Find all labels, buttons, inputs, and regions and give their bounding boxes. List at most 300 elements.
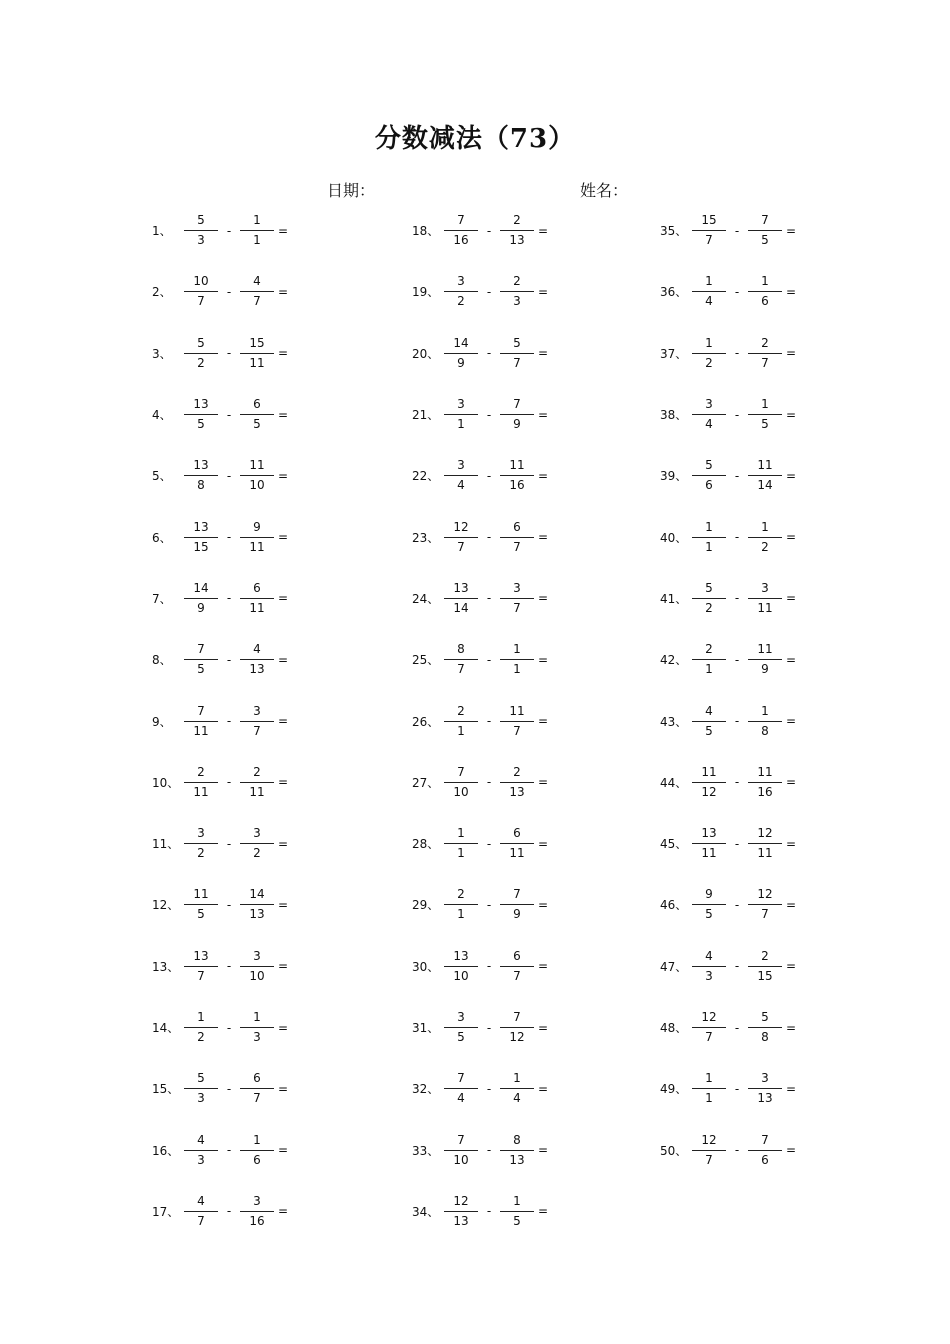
problem-number: 2、 <box>152 285 172 300</box>
problem-item <box>660 568 860 629</box>
problem-item <box>412 323 612 384</box>
equals-sign: = <box>537 407 549 422</box>
subtrahend-fraction <box>500 1133 534 1168</box>
numerator: 1 <box>197 1010 205 1024</box>
minuend-fraction <box>184 887 218 922</box>
problem-number: 33、 <box>412 1143 440 1158</box>
denominator: 1 <box>513 662 521 677</box>
subtrahend-fraction <box>748 520 782 555</box>
name-label: 姓名： <box>580 181 629 200</box>
fraction-bar <box>500 1150 534 1151</box>
fraction-bar <box>240 291 274 292</box>
problem-item <box>152 1181 352 1242</box>
minus-sign: - <box>226 1020 232 1035</box>
numerator: 11 <box>509 703 525 718</box>
numerator: 3 <box>253 703 261 718</box>
fraction-bar <box>500 475 534 476</box>
problem-number: 16、 <box>152 1143 180 1158</box>
numerator: 12 <box>701 1010 717 1024</box>
fraction-bar <box>184 475 218 476</box>
equals-sign: = <box>537 836 549 851</box>
numerator: 5 <box>197 335 205 350</box>
subtrahend-fraction <box>748 274 782 309</box>
problem-number: 18、 <box>412 224 440 239</box>
minuend-fraction <box>692 826 726 861</box>
minuend-fraction <box>184 1071 218 1106</box>
subtrahend-fraction <box>240 274 274 309</box>
denominator: 3 <box>197 233 205 248</box>
fraction-bar <box>444 1211 478 1212</box>
denominator: 10 <box>453 784 469 799</box>
fraction-bar <box>184 353 218 354</box>
minuend-fraction <box>184 520 218 555</box>
problem-item <box>660 874 860 935</box>
denominator: 5 <box>705 723 713 738</box>
subtrahend-fraction <box>500 581 534 616</box>
numerator: 3 <box>457 274 465 289</box>
minuend-fraction <box>184 274 218 309</box>
denominator: 16 <box>249 1213 265 1228</box>
numerator: 4 <box>253 274 261 289</box>
numerator: 3 <box>253 1193 261 1208</box>
subtrahend-fraction <box>748 397 782 432</box>
problem-number: 8、 <box>152 653 172 668</box>
denominator: 2 <box>197 355 205 370</box>
denominator: 11 <box>701 846 717 861</box>
problem-item <box>412 752 612 813</box>
denominator: 9 <box>197 600 205 615</box>
problem-item <box>152 261 352 322</box>
equals-sign: = <box>785 407 797 422</box>
problem-item <box>660 690 860 751</box>
problem-number: 32、 <box>412 1082 440 1097</box>
problem-item <box>660 1058 860 1119</box>
numerator: 6 <box>513 826 521 841</box>
fraction-bar <box>184 782 218 783</box>
minuend-fraction <box>692 581 726 616</box>
fraction-bar <box>500 291 534 292</box>
problem-item <box>152 629 352 690</box>
fraction-bar <box>692 659 726 660</box>
fraction-bar <box>184 904 218 905</box>
subtrahend-fraction <box>500 826 534 861</box>
minuend-fraction <box>692 1133 726 1168</box>
problem-number: 42、 <box>660 653 688 668</box>
subtrahend-fraction <box>500 1071 534 1106</box>
fraction-bar <box>240 230 274 231</box>
subtrahend-fraction <box>748 887 782 922</box>
denominator: 5 <box>705 907 713 922</box>
fraction-bar <box>692 1088 726 1089</box>
equals-sign: = <box>537 346 549 361</box>
problem-item <box>412 997 612 1058</box>
fraction-bar <box>444 230 478 231</box>
equals-sign: = <box>277 1020 289 1035</box>
problem-item <box>412 200 612 261</box>
problem-number: 39、 <box>660 469 688 484</box>
numerator: 13 <box>453 580 469 595</box>
subtrahend-fraction <box>500 274 534 309</box>
problem-number: 15、 <box>152 1082 180 1097</box>
fraction-bar <box>692 291 726 292</box>
minus-sign: - <box>734 836 740 851</box>
problem-number: 25、 <box>412 653 440 668</box>
numerator: 2 <box>457 887 465 902</box>
problem-item <box>152 568 352 629</box>
numerator: 14 <box>249 887 265 902</box>
fraction-bar <box>184 537 218 538</box>
minuend-fraction <box>692 274 726 309</box>
fraction-bar <box>748 1027 782 1028</box>
problem-item <box>660 200 860 261</box>
numerator: 13 <box>193 519 209 534</box>
problem-item <box>412 506 612 567</box>
problem-number: 37、 <box>660 346 688 361</box>
denominator: 7 <box>197 1213 205 1228</box>
problem-number: 46、 <box>660 898 688 913</box>
minus-sign: - <box>486 1143 492 1158</box>
denominator: 7 <box>705 1152 713 1167</box>
fraction-bar <box>240 966 274 967</box>
minus-sign: - <box>226 836 232 851</box>
minuend-fraction <box>184 1010 218 1045</box>
fraction-bar <box>692 353 726 354</box>
denominator: 14 <box>453 600 469 615</box>
problem-item <box>660 506 860 567</box>
numerator: 1 <box>513 1071 521 1086</box>
equals-sign: = <box>785 1020 797 1035</box>
problem-number: 47、 <box>660 959 688 974</box>
minus-sign: - <box>486 836 492 851</box>
denominator: 7 <box>513 723 521 738</box>
problem-item <box>412 445 612 506</box>
denominator: 5 <box>761 417 769 432</box>
problem-number: 41、 <box>660 591 688 606</box>
problem-number: 24、 <box>412 591 440 606</box>
fraction-bar <box>444 966 478 967</box>
subtrahend-fraction <box>500 336 534 371</box>
minus-sign: - <box>486 714 492 729</box>
minus-sign: - <box>734 1020 740 1035</box>
numerator: 4 <box>705 703 713 718</box>
problem-number: 13、 <box>152 959 180 974</box>
subtrahend-fraction <box>748 949 782 984</box>
minuend-fraction <box>444 274 478 309</box>
denominator: 14 <box>757 478 773 493</box>
problem-item <box>412 568 612 629</box>
minus-sign: - <box>226 223 232 238</box>
subtrahend-fraction <box>748 458 782 493</box>
numerator: 1 <box>761 397 769 412</box>
numerator: 3 <box>253 826 261 841</box>
numerator: 13 <box>193 458 209 473</box>
denominator: 4 <box>513 1091 521 1106</box>
minus-sign: - <box>734 468 740 483</box>
problem-number: 10、 <box>152 775 180 790</box>
minus-sign: - <box>486 652 492 667</box>
numerator: 7 <box>513 397 521 412</box>
denominator: 12 <box>701 784 717 799</box>
problem-item <box>152 997 352 1058</box>
subtrahend-fraction <box>500 397 534 432</box>
problem-number: 30、 <box>412 959 440 974</box>
denominator: 2 <box>705 600 713 615</box>
page-title: 分数减法（73） <box>374 124 576 154</box>
numerator: 6 <box>513 519 521 534</box>
denominator: 9 <box>761 662 769 677</box>
subtrahend-fraction <box>240 336 274 371</box>
denominator: 2 <box>197 1030 205 1044</box>
minuend-fraction <box>692 887 726 922</box>
denominator: 2 <box>761 539 769 554</box>
subtrahend-fraction <box>748 581 782 616</box>
fraction-bar <box>240 1150 274 1151</box>
subtrahend-fraction <box>500 765 534 800</box>
minus-sign: - <box>734 1143 740 1158</box>
problem-number: 19、 <box>412 285 440 300</box>
problem-item <box>412 384 612 445</box>
numerator: 7 <box>457 1132 465 1147</box>
minus-sign: - <box>734 959 740 974</box>
denominator: 11 <box>193 784 209 799</box>
fraction-bar <box>692 966 726 967</box>
equals-sign: = <box>537 530 549 545</box>
fraction-bar <box>444 291 478 292</box>
problem-item <box>660 629 860 690</box>
minuend-fraction <box>444 458 478 493</box>
denominator: 5 <box>457 1030 465 1044</box>
minus-sign: - <box>486 897 492 912</box>
problem-number: 4、 <box>152 408 172 423</box>
fraction-bar <box>692 782 726 783</box>
minus-sign: - <box>226 652 232 667</box>
problem-number: 43、 <box>660 714 688 729</box>
problem-number: 28、 <box>412 837 440 852</box>
denominator: 1 <box>457 907 465 922</box>
equals-sign: = <box>277 407 289 422</box>
fraction-bar <box>748 598 782 599</box>
fraction-bar <box>748 291 782 292</box>
numerator: 4 <box>197 1193 205 1208</box>
denominator: 1 <box>457 723 465 738</box>
numerator: 4 <box>253 642 261 657</box>
denominator: 1 <box>253 233 261 248</box>
minuend-fraction <box>692 642 726 677</box>
minuend-fraction <box>692 520 726 555</box>
denominator: 5 <box>197 417 205 432</box>
minus-sign: - <box>486 468 492 483</box>
equals-sign: = <box>277 1143 289 1158</box>
problem-item <box>660 445 860 506</box>
problem-number: 22、 <box>412 469 440 484</box>
problem-number: 9、 <box>152 714 172 729</box>
fraction-bar <box>748 659 782 660</box>
fraction-bar <box>500 1211 534 1212</box>
numerator: 1 <box>761 274 769 289</box>
subtrahend-fraction <box>500 949 534 984</box>
fraction-bar <box>184 1088 218 1089</box>
minuend-fraction <box>444 581 478 616</box>
fraction-bar <box>748 721 782 722</box>
minuend-fraction <box>184 1194 218 1229</box>
fraction-bar <box>500 230 534 231</box>
equals-sign: = <box>277 959 289 974</box>
problem-number: 12、 <box>152 898 180 913</box>
minus-sign: - <box>734 346 740 361</box>
minuend-fraction <box>692 1010 726 1045</box>
numerator: 6 <box>253 397 261 412</box>
numerator: 3 <box>253 948 261 963</box>
problem-number: 49、 <box>660 1082 688 1097</box>
denominator: 7 <box>197 294 205 309</box>
subtrahend-fraction <box>500 458 534 493</box>
denominator: 3 <box>197 1091 205 1106</box>
numerator: 14 <box>453 335 469 350</box>
problem-column-3 <box>660 200 860 1181</box>
numerator: 15 <box>701 213 717 228</box>
equals-sign: = <box>785 530 797 545</box>
fraction-bar <box>500 782 534 783</box>
equals-sign: = <box>537 959 549 974</box>
fraction-bar <box>500 537 534 538</box>
fraction-bar <box>240 353 274 354</box>
problem-number: 45、 <box>660 837 688 852</box>
fraction-bar <box>444 414 478 415</box>
denominator: 2 <box>253 846 261 861</box>
equals-sign: = <box>277 530 289 545</box>
equals-sign: = <box>277 652 289 667</box>
minuend-fraction <box>692 213 726 248</box>
fraction-bar <box>240 537 274 538</box>
fraction-bar <box>500 721 534 722</box>
minuend-fraction <box>692 458 726 493</box>
denominator: 5 <box>513 1213 521 1228</box>
denominator: 11 <box>193 723 209 738</box>
denominator: 5 <box>761 233 769 248</box>
problem-item <box>660 813 860 874</box>
minuend-fraction <box>444 765 478 800</box>
denominator: 11 <box>249 355 265 370</box>
numerator: 7 <box>761 1132 769 1147</box>
equals-sign: = <box>277 714 289 729</box>
numerator: 9 <box>253 519 261 534</box>
fraction-bar <box>748 843 782 844</box>
denominator: 6 <box>761 1152 769 1167</box>
numerator: 3 <box>457 1010 465 1024</box>
problem-column-2 <box>412 200 612 1242</box>
problem-item <box>152 1119 352 1180</box>
numerator: 1 <box>761 703 769 718</box>
numerator: 1 <box>253 1132 261 1147</box>
minuend-fraction <box>184 1133 218 1168</box>
minus-sign: - <box>734 714 740 729</box>
numerator: 2 <box>513 764 521 779</box>
fraction-bar <box>692 904 726 905</box>
subtrahend-fraction <box>240 765 274 800</box>
equals-sign: = <box>785 223 797 238</box>
minus-sign: - <box>226 1143 232 1158</box>
fraction-bar <box>748 230 782 231</box>
fraction-bar <box>240 904 274 905</box>
minus-sign: - <box>486 1204 492 1219</box>
fraction-bar <box>240 659 274 660</box>
minuend-fraction <box>444 397 478 432</box>
problem-item <box>412 261 612 322</box>
equals-sign: = <box>785 346 797 361</box>
numerator: 4 <box>705 948 713 963</box>
minuend-fraction <box>444 949 478 984</box>
minus-sign: - <box>734 1081 740 1096</box>
numerator: 7 <box>513 1010 521 1024</box>
fraction-bar <box>184 843 218 844</box>
numerator: 3 <box>761 580 769 595</box>
minuend-fraction <box>184 949 218 984</box>
minus-sign: - <box>226 530 232 545</box>
fraction-bar <box>184 230 218 231</box>
numerator: 7 <box>197 703 205 718</box>
numerator: 5 <box>197 213 205 228</box>
denominator: 11 <box>757 600 773 615</box>
problem-item <box>412 1058 612 1119</box>
numerator: 13 <box>193 948 209 963</box>
denominator: 7 <box>705 233 713 248</box>
subtrahend-fraction <box>748 1071 782 1106</box>
problem-number: 17、 <box>152 1204 180 1219</box>
numerator: 7 <box>457 764 465 779</box>
numerator: 14 <box>193 580 209 595</box>
numerator: 7 <box>513 887 521 902</box>
denominator: 9 <box>457 355 465 370</box>
fraction-bar <box>184 1211 218 1212</box>
fraction-bar <box>500 1027 534 1028</box>
subtrahend-fraction <box>500 1010 534 1045</box>
numerator: 2 <box>761 335 769 350</box>
fraction-bar <box>500 1088 534 1089</box>
numerator: 3 <box>457 397 465 412</box>
denominator: 7 <box>197 968 205 983</box>
subtrahend-fraction <box>500 213 534 248</box>
numerator: 11 <box>701 764 717 779</box>
problem-number: 35、 <box>660 224 688 239</box>
denominator: 13 <box>249 662 265 677</box>
fraction-bar <box>692 1027 726 1028</box>
fraction-bar <box>748 904 782 905</box>
equals-sign: = <box>537 1020 549 1035</box>
denominator: 13 <box>509 784 525 799</box>
minus-sign: - <box>734 775 740 790</box>
problem-number: 50、 <box>660 1143 688 1158</box>
numerator: 11 <box>757 642 773 657</box>
problem-item <box>152 813 352 874</box>
problem-number: 36、 <box>660 285 688 300</box>
equals-sign: = <box>785 714 797 729</box>
fraction-bar <box>240 598 274 599</box>
problem-item <box>152 384 352 445</box>
minus-sign: - <box>486 775 492 790</box>
numerator: 13 <box>453 948 469 963</box>
numerator: 4 <box>197 1132 205 1147</box>
denominator: 7 <box>513 539 521 554</box>
fraction-bar <box>692 843 726 844</box>
denominator: 1 <box>457 417 465 432</box>
fraction-bar <box>184 1027 218 1028</box>
denominator: 1 <box>705 1091 713 1106</box>
problem-number: 3、 <box>152 346 172 361</box>
numerator: 1 <box>705 1071 713 1086</box>
subtrahend-fraction <box>240 1010 274 1045</box>
denominator: 7 <box>761 355 769 370</box>
fraction-bar <box>500 904 534 905</box>
